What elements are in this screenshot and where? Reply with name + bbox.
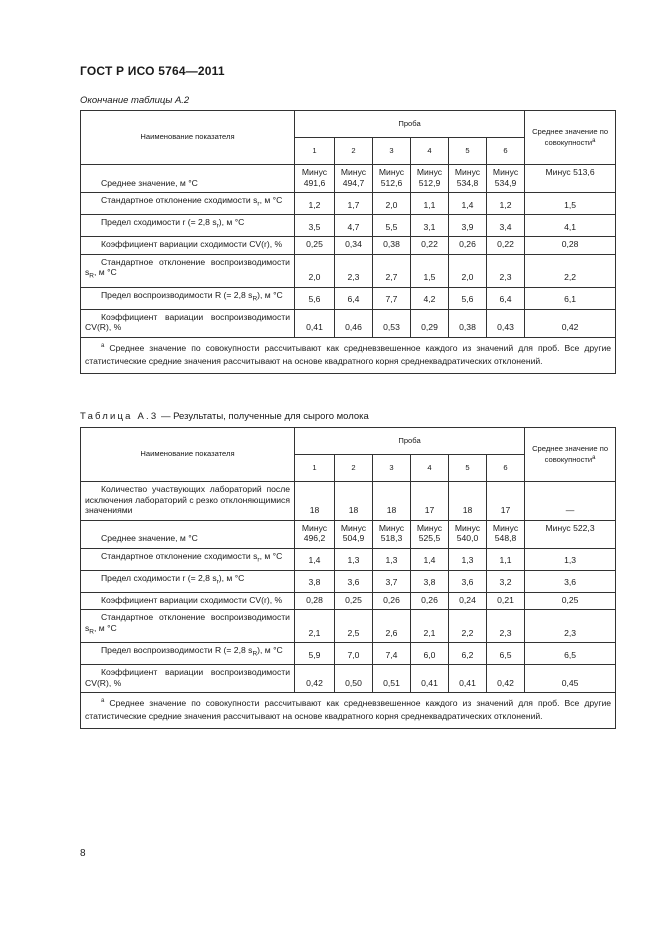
probe-value: 1,7 [335, 193, 373, 215]
col-probe-header: Проба [295, 428, 525, 455]
probe-value: 6,2 [449, 643, 487, 665]
probe-value: 1,2 [295, 193, 335, 215]
overall-mean-value: 4,1 [525, 215, 616, 237]
probe-value: 2,7 [373, 254, 411, 287]
row-label: Стандартное отклонение сходимости $s_r$, м °С [81, 193, 295, 215]
probe-value: Минус 518,3 [373, 520, 411, 548]
probe-value: 3,8 [295, 570, 335, 592]
row-label: Коэффициент вариации сходимости CV(r), % [81, 237, 295, 255]
probe-number: 5 [449, 138, 487, 165]
table-row [81, 643, 616, 665]
probe-number: 4 [411, 455, 449, 482]
table-row [81, 482, 616, 521]
probe-value: Минус 540,0 [449, 520, 487, 548]
overall-mean-value: 0,28 [525, 237, 616, 255]
col-name-header: Наименование показателя [81, 111, 295, 165]
probe-value: 4,2 [411, 287, 449, 309]
probe-value: 0,22 [487, 237, 525, 255]
table-a2-body [81, 165, 616, 338]
table-a2-caption: Окончание таблицы А.2 [80, 95, 190, 106]
overall-mean-value: 2,3 [525, 610, 616, 643]
probe-value: 0,26 [373, 592, 411, 610]
document-header: ГОСТ Р ИСО 5764—2011 [80, 64, 225, 78]
row-label: Стандартное отклонение воспроизводимости $s_R$, м °С [81, 254, 295, 287]
probe-number: 6 [487, 455, 525, 482]
probe-value: 2,0 [295, 254, 335, 287]
probe-value: 0,26 [411, 592, 449, 610]
table-row [81, 193, 616, 215]
probe-value: 0,41 [411, 665, 449, 693]
row-label: Предел воспроизводимости R (= 2,8 $s_R$), м °С [81, 643, 295, 665]
col-avg-header: Среднее значение по совокупности$^а$ [525, 111, 616, 165]
table-row [81, 237, 616, 255]
table-row [81, 665, 616, 693]
row-label: Предел воспроизводимости R (= 2,8 $s_R$), м °С [81, 287, 295, 309]
probe-number: 3 [373, 455, 411, 482]
probe-value: 0,25 [295, 237, 335, 255]
probe-value: 3,1 [411, 215, 449, 237]
overall-mean-value: 6,1 [525, 287, 616, 309]
probe-value: 2,0 [449, 254, 487, 287]
table-a2-footnote: $^а$ Среднее значение по совокупности рассчитывают как средневзвешенное каждого из значений для проб. Все другие статистические средние значения рассчитывают на основе квадратного корня среднеквадратических отклонений. [81, 337, 616, 373]
probe-value: 17 [411, 482, 449, 521]
probe-number: 1 [295, 138, 335, 165]
probe-value: 2,3 [487, 610, 525, 643]
probe-value: 17 [487, 482, 525, 521]
page-number: 8 [80, 848, 86, 859]
probe-value: 0,28 [295, 592, 335, 610]
overall-mean-value: 0,45 [525, 665, 616, 693]
probe-value: 2,5 [335, 610, 373, 643]
probe-number: 5 [449, 455, 487, 482]
probe-value: 3,9 [449, 215, 487, 237]
probe-value: Минус 512,9 [411, 165, 449, 193]
row-label: Коэффициент вариации сходимости CV(r), % [81, 592, 295, 610]
probe-value: 1,3 [449, 548, 487, 570]
probe-value: 18 [335, 482, 373, 521]
probe-value: 3,6 [449, 570, 487, 592]
probe-value: Минус 534,8 [449, 165, 487, 193]
probe-value: 0,38 [449, 309, 487, 337]
probe-value: 3,2 [487, 570, 525, 592]
col-name-header: Наименование показателя [81, 428, 295, 482]
table-a3 [80, 427, 616, 729]
probe-value: 1,4 [295, 548, 335, 570]
row-label: Предел сходимости r (= 2,8 $s_r$), м °С [81, 215, 295, 237]
probe-value: 0,25 [335, 592, 373, 610]
probe-value: Минус 504,9 [335, 520, 373, 548]
probe-value: 3,4 [487, 215, 525, 237]
probe-value: 2,1 [295, 610, 335, 643]
table-a2 [80, 110, 616, 374]
probe-value: 3,5 [295, 215, 335, 237]
probe-value: 6,4 [335, 287, 373, 309]
probe-value: 18 [373, 482, 411, 521]
probe-value: 0,50 [335, 665, 373, 693]
col-avg-header: Среднее значение по совокупности$^а$ [525, 428, 616, 482]
table-row [81, 548, 616, 570]
table-row [81, 254, 616, 287]
table-a3-caption: Таблица А.3 — Результаты, полученные для сырого молока [80, 411, 369, 422]
row-label: Коэффициент вариации воспроизводимости CV(R), % [81, 665, 295, 693]
probe-value: 18 [449, 482, 487, 521]
probe-value: 7,4 [373, 643, 411, 665]
overall-mean-value: 1,5 [525, 193, 616, 215]
probe-number: 3 [373, 138, 411, 165]
row-label: Среднее значение, м °С [81, 520, 295, 548]
probe-value: 0,51 [373, 665, 411, 693]
overall-mean-value: 0,25 [525, 592, 616, 610]
probe-value: 0,53 [373, 309, 411, 337]
row-label: Количество участвующих лабораторий после исключения лабораторий с резко отклоняющимися значениями [81, 482, 295, 521]
probe-value: Минус 491,6 [295, 165, 335, 193]
probe-value: 5,6 [449, 287, 487, 309]
probe-value: 0,42 [295, 665, 335, 693]
probe-value: 6,0 [411, 643, 449, 665]
probe-value: 0,43 [487, 309, 525, 337]
table-row [81, 592, 616, 610]
probe-value: Минус 512,6 [373, 165, 411, 193]
probe-value: 1,2 [487, 193, 525, 215]
row-label: Предел сходимости r (= 2,8 $s_r$), м °С [81, 570, 295, 592]
table-row [81, 309, 616, 337]
probe-value: Минус 534,9 [487, 165, 525, 193]
probe-number: 2 [335, 138, 373, 165]
overall-mean-value: — [525, 482, 616, 521]
table-row [81, 610, 616, 643]
table-a3-footnote: $^а$ Среднее значение по совокупности рассчитывают как средневзвешенное каждого из значений для проб. Все другие статистические средние значения рассчитывают на основе квадратного корня среднеквадратических отклонений. [81, 693, 616, 729]
probe-value: 3,7 [373, 570, 411, 592]
probe-value: 6,4 [487, 287, 525, 309]
probe-value: Минус 494,7 [335, 165, 373, 193]
probe-value: 0,41 [449, 665, 487, 693]
probe-value: 4,7 [335, 215, 373, 237]
probe-value: 5,9 [295, 643, 335, 665]
probe-value: 2,3 [335, 254, 373, 287]
probe-value: 1,4 [449, 193, 487, 215]
probe-value: 2,1 [411, 610, 449, 643]
probe-value: 0,34 [335, 237, 373, 255]
probe-value: 7,7 [373, 287, 411, 309]
probe-number: 6 [487, 138, 525, 165]
row-label: Стандартное отклонение сходимости $s_r$, м °С [81, 548, 295, 570]
probe-number: 1 [295, 455, 335, 482]
overall-mean-value: 3,6 [525, 570, 616, 592]
probe-value: 18 [295, 482, 335, 521]
probe-value: 1,3 [335, 548, 373, 570]
probe-value: 6,5 [487, 643, 525, 665]
probe-value: 2,3 [487, 254, 525, 287]
row-label: Среднее значение, м °С [81, 165, 295, 193]
table-row [81, 165, 616, 193]
probe-value: 5,5 [373, 215, 411, 237]
probe-value: 2,2 [449, 610, 487, 643]
col-probe-header: Проба [295, 111, 525, 138]
overall-mean-value: Минус 522,3 [525, 520, 616, 548]
probe-value: 3,8 [411, 570, 449, 592]
row-label: Коэффициент вариации воспроизводимости CV(R), % [81, 309, 295, 337]
overall-mean-value: 1,3 [525, 548, 616, 570]
probe-value: 0,21 [487, 592, 525, 610]
probe-value: 7,0 [335, 643, 373, 665]
probe-value: 1,3 [373, 548, 411, 570]
probe-value: 5,6 [295, 287, 335, 309]
probe-value: 0,24 [449, 592, 487, 610]
probe-value: 0,26 [449, 237, 487, 255]
probe-value: 0,22 [411, 237, 449, 255]
table-row [81, 215, 616, 237]
probe-value: 1,1 [487, 548, 525, 570]
table-a3-body [81, 482, 616, 693]
probe-value: Минус 525,5 [411, 520, 449, 548]
probe-value: 0,29 [411, 309, 449, 337]
probe-value: 2,0 [373, 193, 411, 215]
probe-value: 0,46 [335, 309, 373, 337]
probe-value: 0,41 [295, 309, 335, 337]
probe-number: 2 [335, 455, 373, 482]
table-row [81, 287, 616, 309]
overall-mean-value: 0,42 [525, 309, 616, 337]
overall-mean-value: 6,5 [525, 643, 616, 665]
probe-value: 1,5 [411, 254, 449, 287]
row-label: Стандартное отклонение воспроизводимости $s_R$, м °С [81, 610, 295, 643]
overall-mean-value: 2,2 [525, 254, 616, 287]
table-row [81, 520, 616, 548]
probe-value: 1,1 [411, 193, 449, 215]
table-row [81, 570, 616, 592]
probe-value: 1,4 [411, 548, 449, 570]
probe-value: 0,42 [487, 665, 525, 693]
overall-mean-value: Минус 513,6 [525, 165, 616, 193]
probe-value: 2,6 [373, 610, 411, 643]
probe-number: 4 [411, 138, 449, 165]
probe-value: 3,6 [335, 570, 373, 592]
probe-value: Минус 496,2 [295, 520, 335, 548]
probe-value: Минус 548,8 [487, 520, 525, 548]
probe-value: 0,38 [373, 237, 411, 255]
